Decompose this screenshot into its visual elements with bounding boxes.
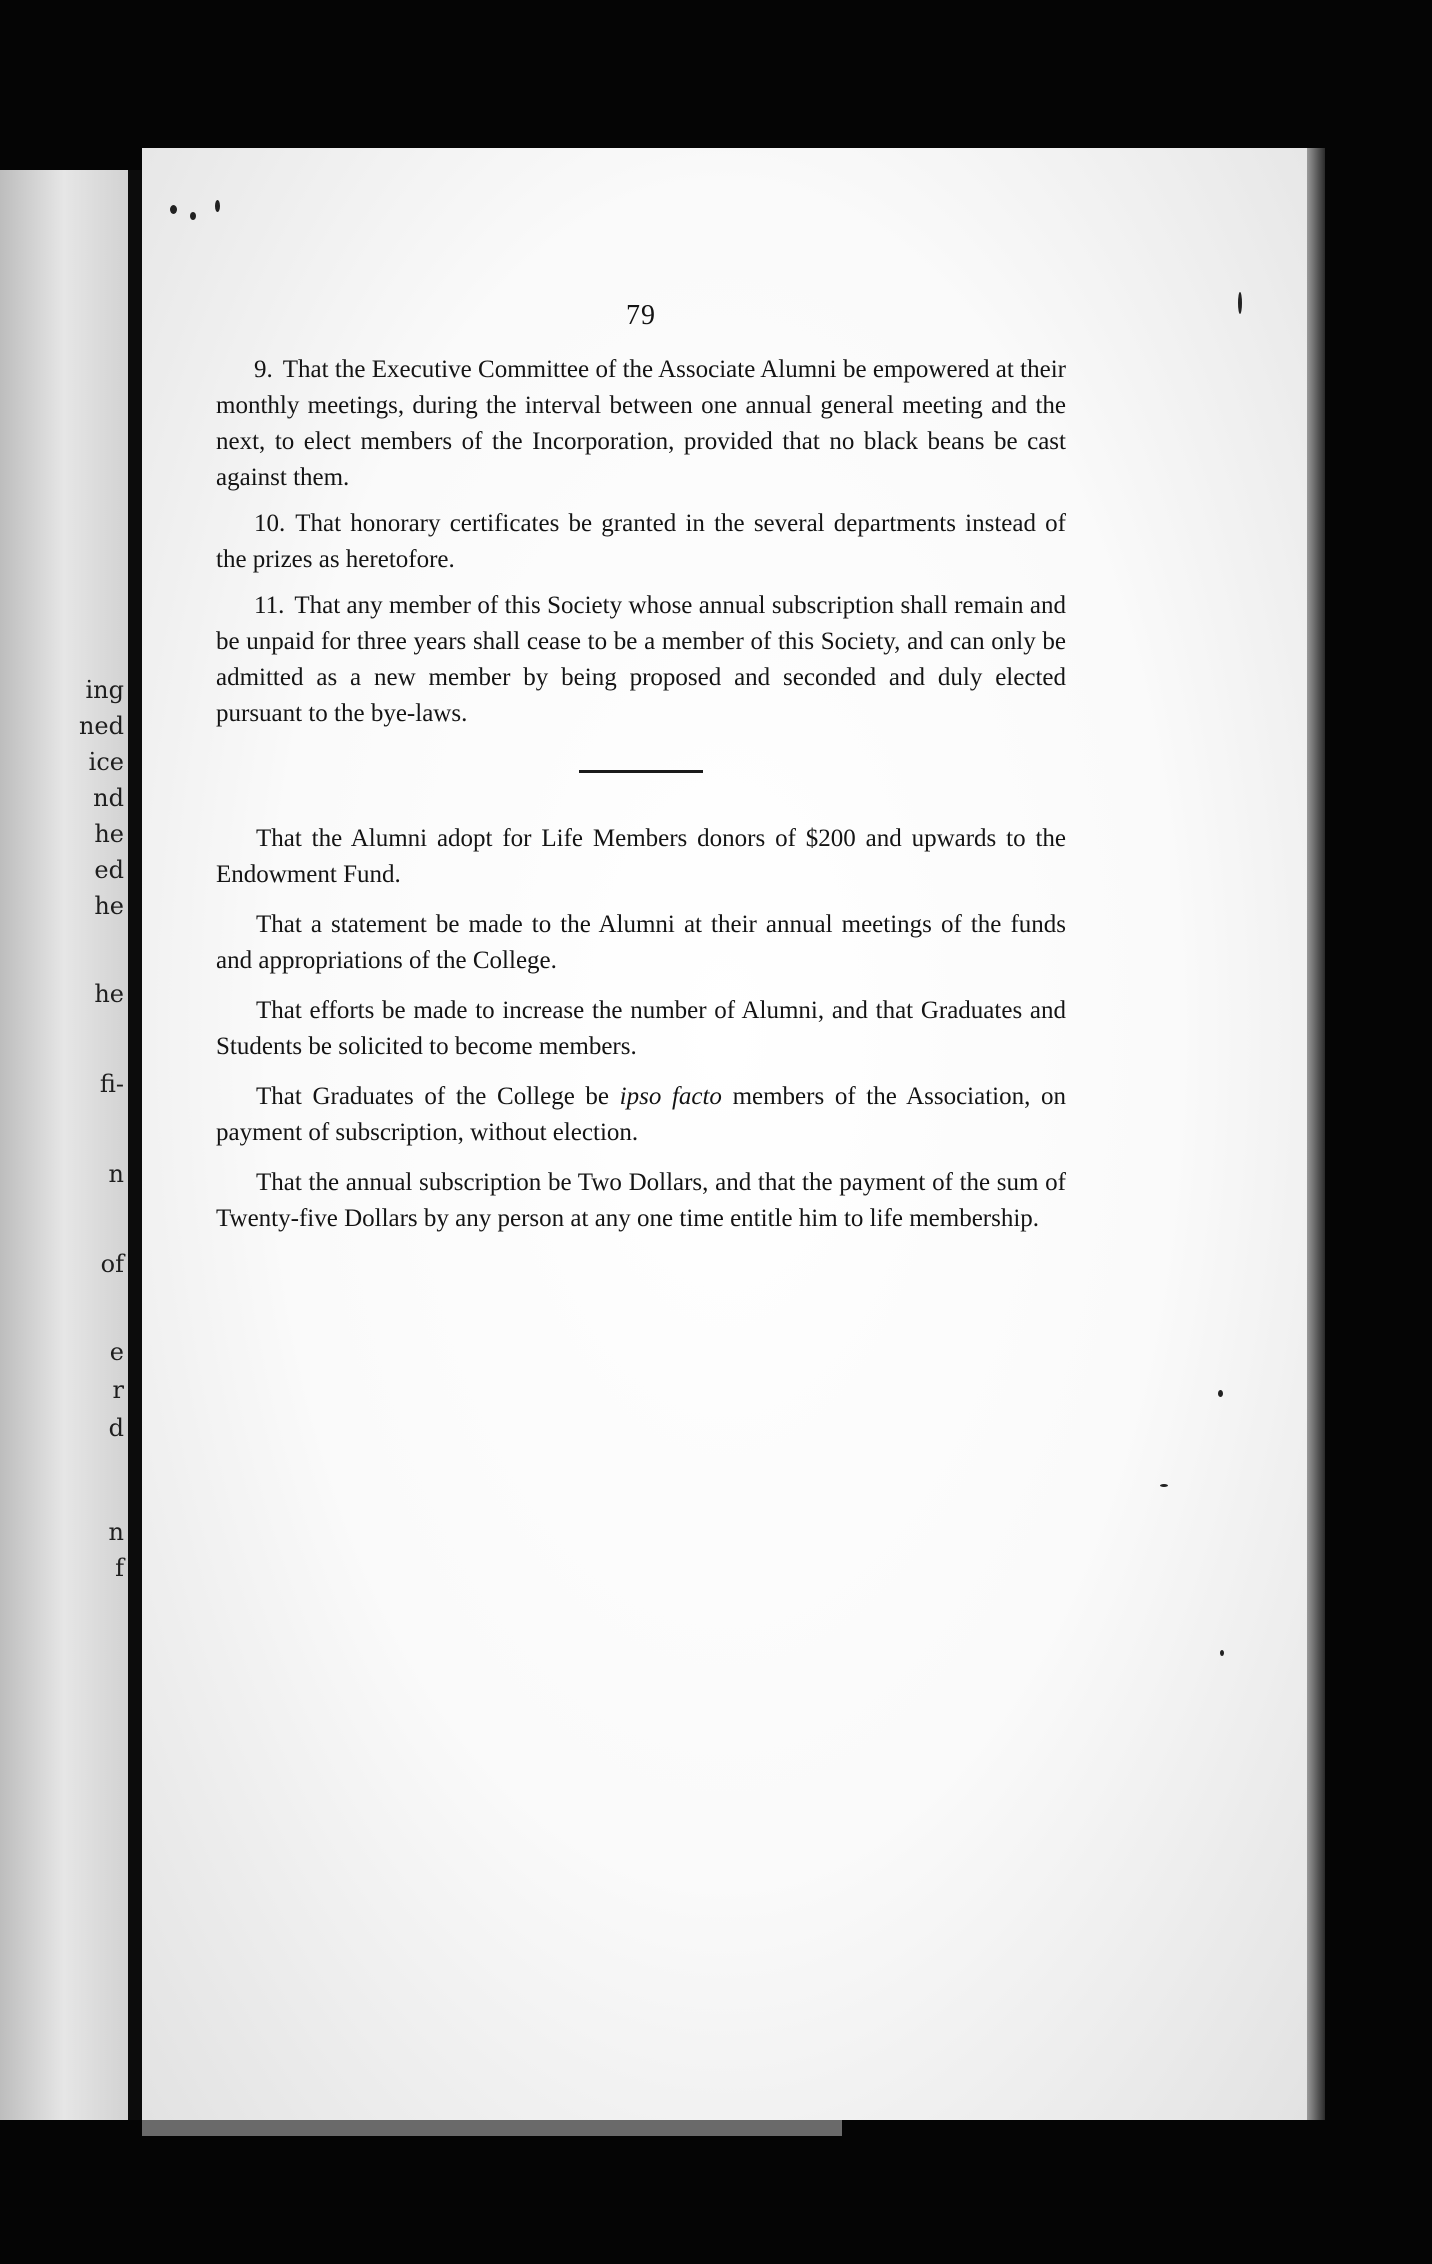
facing-page-fragment: ned — [78, 712, 124, 740]
facing-page-fragment: fi- — [99, 1070, 124, 1098]
page-edge-shadow — [1307, 148, 1325, 2120]
section-divider-rule — [579, 770, 703, 773]
numbered-paragraph — [216, 506, 1066, 578]
facing-page-fragment: n — [108, 1160, 124, 1188]
facing-page-fragment: n — [108, 1518, 124, 1546]
binding-gutter — [128, 170, 142, 2120]
paragraph-text: That any member of this Society whose annual subscription shall remain and be unpaid for three years shall cease to be a member of this Society, and can only be admitted as a new member by being proposed and seconded and duly elected pursuant to the bye-laws. — [216, 592, 1066, 727]
facing-page-fragment: f — [115, 1554, 124, 1582]
paragraph-text: That honorary certificates be granted in the several departments instead of the prizes as heretofore. — [216, 510, 1066, 573]
facing-page-edge — [0, 170, 128, 2120]
resolution-text: That Graduates of the College be — [256, 1083, 620, 1110]
resolution-paragraph: That a statement be made to the Alumni at their annual meetings of the funds and appropriations of the College. — [216, 911, 1066, 974]
italic-term: ipso facto — [619, 1083, 722, 1110]
facing-page-fragment: nd — [93, 784, 124, 812]
facing-page-fragment: he — [94, 980, 124, 1008]
scan-speck — [215, 200, 220, 212]
scan-speck — [1160, 1484, 1168, 1487]
page-number: 79 — [626, 300, 656, 331]
facing-page-fragment: he — [94, 820, 124, 848]
resolution-paragraph: That the Alumni adopt for Life Members donors of $200 and upwards to the Endowment Fund. — [216, 825, 1066, 888]
scan-speck — [1220, 1650, 1224, 1656]
paragraph-number: 9. — [254, 356, 273, 383]
facing-page-fragment: ing — [85, 676, 124, 704]
facing-page-fragment: r — [112, 1376, 124, 1404]
paragraph-number: 10. — [254, 510, 286, 537]
facing-page-fragment: he — [94, 892, 124, 920]
resolution-paragraph — [216, 1079, 1066, 1151]
numbered-paragraph — [216, 352, 1066, 496]
paragraph-number: 11. — [254, 592, 285, 619]
resolution-text: members of the Association, on payment of subscription, without election. — [216, 1083, 1066, 1146]
resolution-paragraph: That efforts be made to increase the number of Alumni, and that Graduates and Students be solicited to become members. — [216, 997, 1066, 1060]
facing-page-fragment: e — [109, 1338, 124, 1366]
scan-speck — [190, 212, 196, 220]
scan-speck — [1218, 1390, 1223, 1397]
facing-page-fragment: ed — [94, 856, 124, 884]
page-content — [216, 298, 1066, 1251]
facing-page-fragment: of — [100, 1250, 124, 1278]
page-bottom-edge — [142, 2120, 842, 2136]
facing-page-fragment: ice — [88, 748, 124, 776]
facing-page-fragment: d — [108, 1414, 124, 1442]
scan-speck — [170, 205, 177, 214]
scan-speck — [1238, 292, 1242, 314]
paragraph-text: That the Executive Committee of the Associate Alumni be empowered at their monthly meetings, during the interval between one annual general meeting and the next, to elect members of the Incorporation, provided that no black beans be cast against them. — [216, 356, 1066, 491]
resolution-paragraph: That the annual subscription be Two Dollars, and that the payment of the sum of Twenty-five Dollars by any person at any one time entitle him to life membership. — [216, 1169, 1066, 1232]
numbered-paragraph — [216, 588, 1066, 732]
